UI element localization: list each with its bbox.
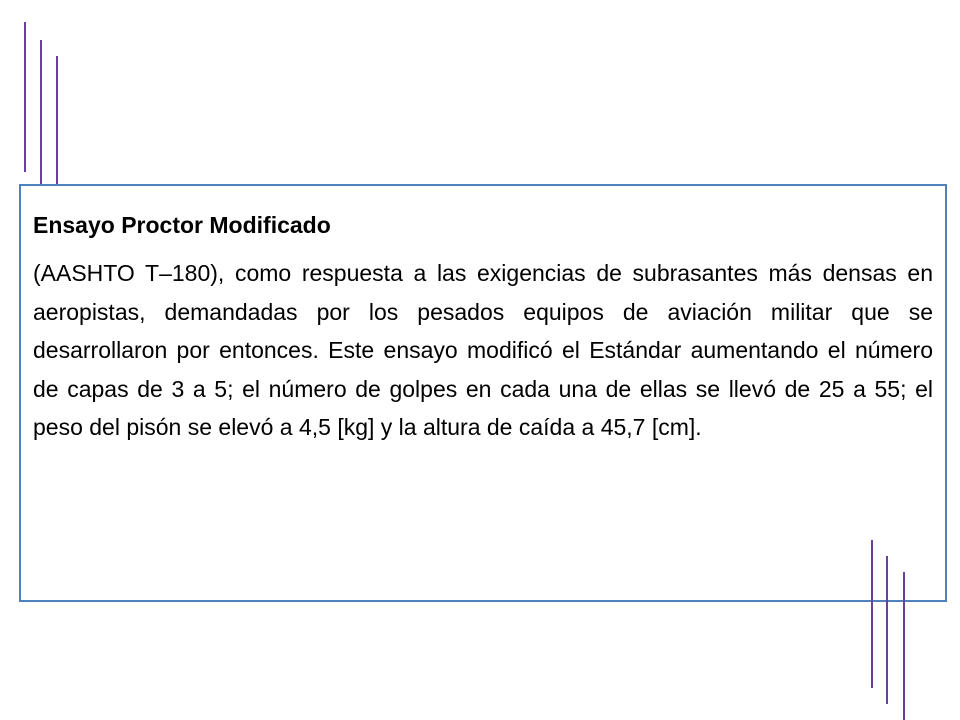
decorative-line-bottom-3: [903, 572, 905, 720]
decorative-line-top-1: [24, 22, 26, 172]
content-text-box: [19, 184, 947, 602]
section-title: Ensayo Proctor Modificado: [33, 212, 331, 238]
decorative-line-top-2: [40, 40, 42, 187]
section-body: (AASHTO T–180), como respuesta a las exigencias de subrasantes más densas en aeropistas, demandadas por los pesados equipos de aviación militar que se desarrollaron por entonces. Este ensayo modificó el Estándar aumentando el número de capas de 3 a 5; el número de golpes en cada una de ellas se llevó de 25 a 55; el peso del pisón se elevó a 4,5 [kg] y la altura de caída a 45,7 [cm].: [33, 260, 933, 440]
decorative-line-bottom-1: [871, 540, 873, 688]
decorative-line-bottom-2: [886, 556, 888, 704]
